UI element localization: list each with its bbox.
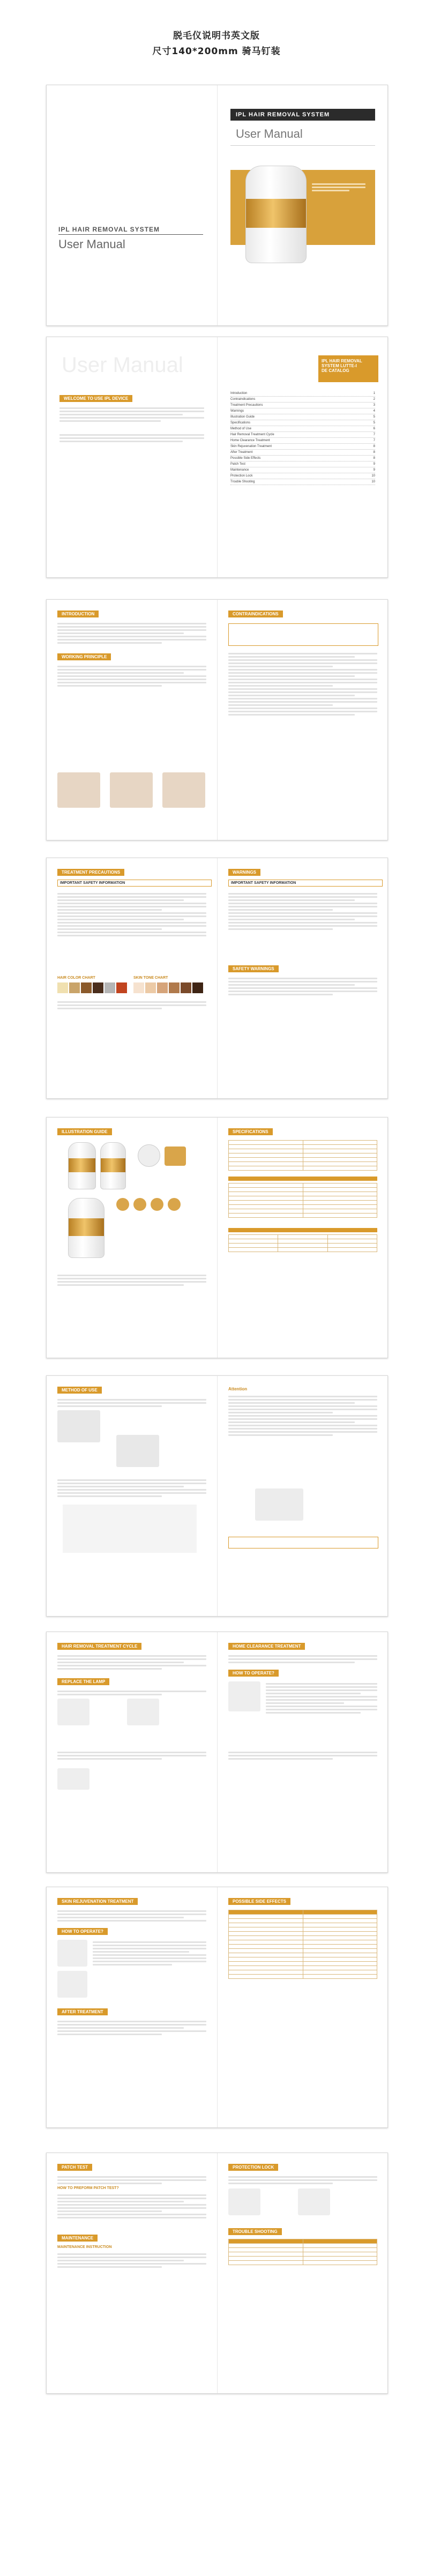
parts-table	[228, 1234, 377, 1252]
body-diagram	[255, 1488, 303, 1521]
safety-warnings-tag: SAFETY WARNINGS	[228, 965, 279, 972]
home-clearance-page	[218, 1632, 388, 1872]
method-page	[47, 1376, 217, 1616]
treatment-area-diagram	[63, 1505, 197, 1553]
front-cover	[218, 85, 388, 325]
back-cover-subtitle: User Manual	[58, 237, 125, 251]
side-effects-table	[228, 1910, 377, 1979]
contraindications-tag: CONTRAINDICATIONS	[228, 611, 283, 617]
skin-rejuvenation-tag: SKIN REJUVENATION TREATMENT	[57, 1898, 138, 1905]
patch-test-tag: PATCH TEST	[57, 2164, 92, 2171]
document-spec: 尺寸140*200mm 骑马钉装	[152, 46, 281, 57]
spread-illustration	[46, 1117, 388, 1358]
side-effects-page	[218, 1887, 388, 2127]
step-image-2	[116, 1435, 159, 1467]
contraindications-page	[218, 600, 388, 840]
how-to-operate-tag: HOW TO OPERATE?	[228, 1670, 279, 1677]
spread-hair-removal	[46, 1632, 388, 1873]
environment-table	[228, 1183, 377, 1218]
method-tag: METHOD OF USE	[57, 1387, 102, 1394]
after-treatment-tag: AFTER TREATMENT	[57, 2008, 108, 2015]
toc-item[interactable]: Illustration Guide 5	[230, 414, 375, 420]
illustration-tag: ILLUSTRATION GUIDE	[57, 1128, 112, 1135]
toc-item[interactable]: Treatment Precautions 3	[230, 403, 375, 408]
hair-color-swatches	[57, 982, 127, 993]
back-cover	[47, 85, 217, 325]
warnings-tag: WARNINGS	[228, 869, 260, 876]
specifications-page	[218, 1118, 388, 1358]
lamp-step-3	[57, 1768, 89, 1790]
skin-operate-image-2	[57, 1971, 87, 1998]
toc-item[interactable]: Warnings 4	[230, 408, 375, 414]
trouble-shooting-tag: TROUBLE SHOOTING	[228, 2228, 282, 2235]
lamp-image	[165, 1146, 186, 1166]
safety-warning-box: IMPORTANT SAFETY INFORMATION	[57, 880, 212, 887]
welcome-tag: WELCOME TO USE IPL DEVICE	[59, 395, 132, 402]
watermark-text: User Manual	[62, 353, 183, 377]
step-image-1	[57, 1410, 100, 1442]
maintenance-tag: MAINTENANCE	[57, 2235, 98, 2242]
skin-diagram-1	[57, 772, 100, 808]
skin-diagram-3	[162, 772, 205, 808]
toc-item[interactable]: Possible Side Effects 8	[230, 456, 375, 461]
device-large-view	[68, 1198, 104, 1258]
toc-item[interactable]: Hair Removal Treatment Cycle 7	[230, 432, 375, 438]
patch-test-subheading: HOW TO PREFORM PATCH TEST?	[57, 2186, 119, 2190]
front-cover-subtitle: User Manual	[236, 127, 303, 140]
replace-lamp-tag: REPLACE THE LAMP	[57, 1678, 109, 1685]
skin-diagram-2	[110, 772, 153, 808]
spread-skin	[46, 1887, 388, 2128]
toc-item[interactable]: Introduction 1	[230, 391, 375, 397]
toc-item[interactable]: Specifications 5	[230, 420, 375, 426]
toc-item[interactable]: Protection Lock 10	[230, 473, 375, 479]
skin-rejuvenation-page	[47, 1887, 217, 2127]
spread-cover	[46, 85, 388, 326]
spec-table	[228, 1140, 377, 1171]
toc-list	[230, 391, 375, 485]
device-side-view	[100, 1142, 126, 1189]
lamp-step-2	[127, 1699, 159, 1725]
device-front-view	[68, 1142, 96, 1189]
document-title: 脱毛仪说明书英文版	[173, 31, 260, 41]
spread-precautions	[46, 858, 388, 1099]
toc-item[interactable]: Method of Use 6	[230, 426, 375, 432]
welcome-page	[47, 337, 217, 577]
introduction-page	[47, 600, 217, 840]
hair-color-chart-label: HAIR COLOR CHART	[57, 976, 95, 980]
toc-item[interactable]: Skin Rejuvenation Treatment 8	[230, 444, 375, 450]
specifications-tag: SPECIFICATIONS	[228, 1128, 273, 1135]
spread-patch-test	[46, 2153, 388, 2394]
toc-item[interactable]: Patch Test 9	[230, 461, 375, 467]
side-effects-tag: POSSIBLE SIDE EFFECTS	[228, 1898, 290, 1905]
operate-image	[228, 1681, 260, 1711]
maintenance-instruction-heading: MAINTENANCE INSTRUCTION	[57, 2245, 112, 2249]
working-principle-tag: WORKING PRINCIPLE	[57, 653, 111, 660]
skin-tone-chart-label: SKIN TONE CHART	[133, 976, 168, 980]
toc-item[interactable]: Trouble Shooting 10	[230, 479, 375, 485]
lamp-step-1	[57, 1699, 89, 1725]
protection-lock-tag: PROTECTION LOCK	[228, 2164, 278, 2171]
hair-removal-page	[47, 1632, 217, 1872]
back-cover-title: IPL HAIR REMOVAL SYSTEM	[58, 226, 160, 233]
device-image	[245, 166, 307, 263]
skin-tone-swatches	[133, 982, 203, 993]
document-header	[0, 28, 433, 57]
attention-heading: Attention	[228, 1387, 248, 1391]
front-cover-title: IPL HAIR REMOVAL SYSTEM	[236, 111, 330, 118]
attachment-heads	[116, 1198, 181, 1211]
toc-page	[218, 337, 388, 577]
adapter-image	[138, 1144, 160, 1167]
skin-operate-image-1	[57, 1940, 87, 1967]
skin-how-to-operate-tag: HOW TO OPERATE?	[57, 1928, 108, 1935]
protection-lock-page	[218, 2153, 388, 2393]
toc-item[interactable]: After Treatment 8	[230, 450, 375, 456]
catalog-banner: IPL HAIR REMOVAL SYSTEM LUTTE-I DE CATALOG	[318, 355, 378, 382]
toc-item[interactable]: Maintenance 9	[230, 467, 375, 473]
trouble-shooting-table	[228, 2239, 377, 2265]
toc-item[interactable]: Contraindications 2	[230, 397, 375, 403]
warnings-page	[218, 858, 388, 1098]
spread-introduction	[46, 599, 388, 840]
toc-item[interactable]: Home Clearance Treatment 7	[230, 438, 375, 444]
hair-removal-tag: HAIR REMOVAL TREATMENT CYCLE	[57, 1643, 141, 1650]
lock-image-2	[298, 2188, 330, 2215]
warnings-safety-box: IMPORTANT SAFETY INFORMATION	[228, 880, 383, 887]
introduction-tag: INTRODUCTION	[57, 611, 99, 617]
lock-image-1	[228, 2188, 260, 2215]
spread-toc	[46, 337, 388, 578]
precautions-tag: TREATMENT PRECAUTIONS	[57, 869, 124, 876]
home-clearance-tag: HOME CLEARANCE TREATMENT	[228, 1643, 305, 1650]
illustration-page	[47, 1118, 217, 1358]
spread-method	[46, 1375, 388, 1617]
patch-test-page	[47, 2153, 217, 2393]
method-continued-page	[218, 1376, 388, 1616]
precautions-page	[47, 858, 217, 1098]
